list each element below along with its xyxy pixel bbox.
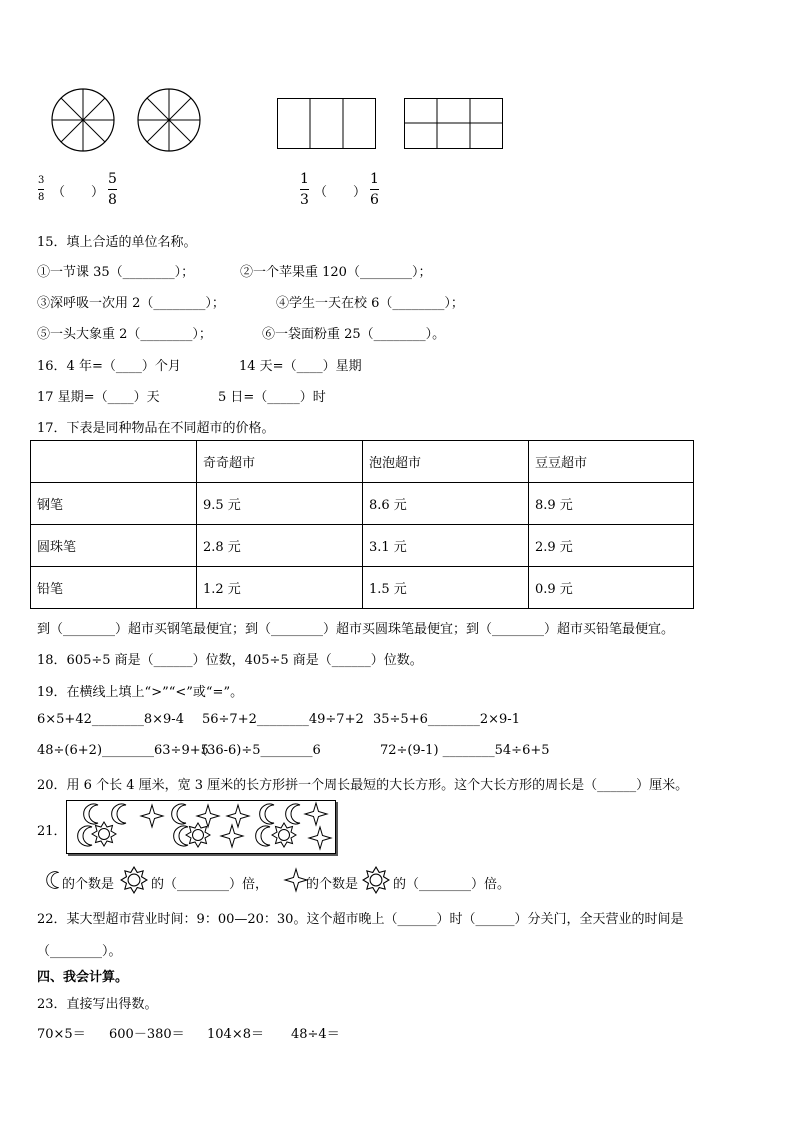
star-icon xyxy=(309,827,331,849)
q20-text[interactable]: 20．用 6 个长 4 厘米，宽 3 厘米的长方形拼一个周长最短的大长方形。这个大长方形的周长是（______）厘米。 xyxy=(37,778,689,793)
table-cell: 2.9 元 xyxy=(529,525,694,567)
circle-eighths-figure-2 xyxy=(136,87,202,153)
star-icon xyxy=(221,825,243,847)
q19-row2-item[interactable]: (36-6)÷5________6 xyxy=(202,743,321,758)
q15-item-3[interactable]: ③深呼吸一次用 2（________）； xyxy=(37,296,225,311)
sun-icon xyxy=(362,866,390,894)
denominator: 6 xyxy=(370,192,379,208)
table-header-cell: 泡泡超市 xyxy=(363,441,529,483)
moon-icon xyxy=(78,826,92,846)
q19-row1-item[interactable]: 56÷7+2________49÷7+2 xyxy=(202,712,364,727)
table-cell: 1.2 元 xyxy=(197,567,363,609)
q19-row2-item[interactable]: 48÷(6+2)________63÷9+5 xyxy=(37,743,209,758)
price-table xyxy=(30,440,694,609)
star-icon xyxy=(284,868,308,892)
table-header-cell xyxy=(31,441,197,483)
table-header-row xyxy=(31,441,694,483)
numerator: 3 xyxy=(38,175,45,186)
moon-icon xyxy=(112,804,126,824)
table-cell: 2.8 元 xyxy=(197,525,363,567)
fraction-1-6 xyxy=(370,172,379,207)
moon-icon xyxy=(286,804,300,824)
sun-icon xyxy=(186,823,210,847)
q17-footer[interactable]: 到（________）超市买钢笔最便宜；到（________）超市买圆珠笔最便宜；到（________）超市买铅笔最便宜。 xyxy=(37,622,675,637)
denominator: 3 xyxy=(300,192,309,208)
table-cell: 铅笔 xyxy=(31,567,197,609)
q19-row2-item[interactable]: 72÷(9-1) ________54÷6+5 xyxy=(380,743,550,758)
fraction-5-8 xyxy=(108,172,117,207)
q15-item-6[interactable]: ⑥一袋面粉重 25（________）。 xyxy=(262,327,446,342)
denominator: 8 xyxy=(108,192,117,208)
q23-item: 48÷4＝ xyxy=(291,1027,340,1042)
numerator: 1 xyxy=(370,171,379,187)
fraction-1-3 xyxy=(300,172,309,207)
q21-answer-1b[interactable]: 的（________）倍， xyxy=(151,877,269,892)
table-row xyxy=(31,567,694,609)
denominator: 8 xyxy=(38,192,45,203)
q22-line2[interactable]: （________）。 xyxy=(37,944,122,959)
q16-line2-b[interactable]: 5 日=（_____）时 xyxy=(218,390,326,405)
table-row xyxy=(31,525,694,567)
moon-icon xyxy=(172,804,186,824)
moon-icon xyxy=(42,868,62,892)
moon-icon xyxy=(256,826,270,846)
q15-item-1[interactable]: ①一节课 35（________）； xyxy=(37,265,195,280)
table-cell: 8.6 元 xyxy=(363,483,529,525)
q15-item-2[interactable]: ②一个苹果重 120（________）； xyxy=(240,265,432,280)
table-cell: 3.1 元 xyxy=(363,525,529,567)
moon-icon xyxy=(84,804,98,824)
star-icon xyxy=(227,805,249,827)
sun-icon xyxy=(272,823,296,847)
sun-icon xyxy=(92,822,116,846)
q19-row1-item[interactable]: 6×5+42________8×9-4 xyxy=(37,712,184,727)
rectangle-thirds-figure xyxy=(277,98,377,150)
sun-icon xyxy=(120,866,148,894)
q15-title: 15．填上合适的单位名称。 xyxy=(37,235,197,250)
q23-item: 600－380＝ xyxy=(109,1027,185,1042)
star-icon xyxy=(197,805,219,827)
section-heading: 四、我会计算。 xyxy=(37,970,129,985)
q19-title: 19．在横线上填上“>”“<”或“=”。 xyxy=(37,685,244,700)
q21-answer-2a: 的个数是 xyxy=(306,877,359,892)
q18-text[interactable]: 18．605÷5 商是（______）位数，405÷5 商是（______）位数。 xyxy=(37,653,423,668)
compare-blank[interactable]: （ ） xyxy=(314,185,367,200)
star-icon xyxy=(141,805,163,827)
numerator: 5 xyxy=(108,171,117,187)
numerator: 1 xyxy=(300,171,309,187)
q22-line1[interactable]: 22．某大型超市营业时间：9：00—20：30。这个超市晚上（______）时（______）分关门，全天营业的时间是 xyxy=(37,912,684,927)
circle-eighths-figure-1 xyxy=(50,87,116,153)
table-cell: 8.9 元 xyxy=(529,483,694,525)
shapes-figure xyxy=(66,800,334,852)
table-cell: 0.9 元 xyxy=(529,567,694,609)
star-icon xyxy=(305,803,327,825)
table-cell: 钢笔 xyxy=(31,483,197,525)
table-cell: 圆珠笔 xyxy=(31,525,197,567)
q17-title: 17．下表是同种物品在不同超市的价格。 xyxy=(37,421,275,436)
q23-item: 70×5＝ xyxy=(37,1027,86,1042)
q16-line1-b[interactable]: 14 天=（____）星期 xyxy=(239,359,362,374)
q21-answer-1a: 的个数是 xyxy=(62,877,115,892)
rectangle-sixths-figure xyxy=(404,98,504,150)
table-header-cell: 豆豆超市 xyxy=(529,441,694,483)
q21-answer-2b[interactable]: 的（________）倍。 xyxy=(393,877,511,892)
table-cell: 1.5 元 xyxy=(363,567,529,609)
q15-item-5[interactable]: ⑤一头大象重 2（________）； xyxy=(37,327,212,342)
q23-title: 23．直接写出得数。 xyxy=(37,997,158,1012)
q15-item-4[interactable]: ④学生一天在校 6（________）； xyxy=(276,296,464,311)
moon-icon xyxy=(174,826,188,846)
fraction-3-8 xyxy=(38,176,44,203)
table-cell: 9.5 元 xyxy=(197,483,363,525)
moon-icon xyxy=(260,804,274,824)
q23-item: 104×8＝ xyxy=(207,1027,264,1042)
q19-row1-item[interactable]: 35÷5+6________2×9-1 xyxy=(373,712,520,727)
q16-line2-a[interactable]: 17 星期=（____）天 xyxy=(37,390,160,405)
table-row xyxy=(31,483,694,525)
q21-label: 21． xyxy=(37,824,67,839)
table-header-cell: 奇奇超市 xyxy=(197,441,363,483)
q16-line1-a[interactable]: 16．4 年=（____）个月 xyxy=(37,359,181,374)
compare-blank[interactable]: （ ） xyxy=(52,185,105,200)
